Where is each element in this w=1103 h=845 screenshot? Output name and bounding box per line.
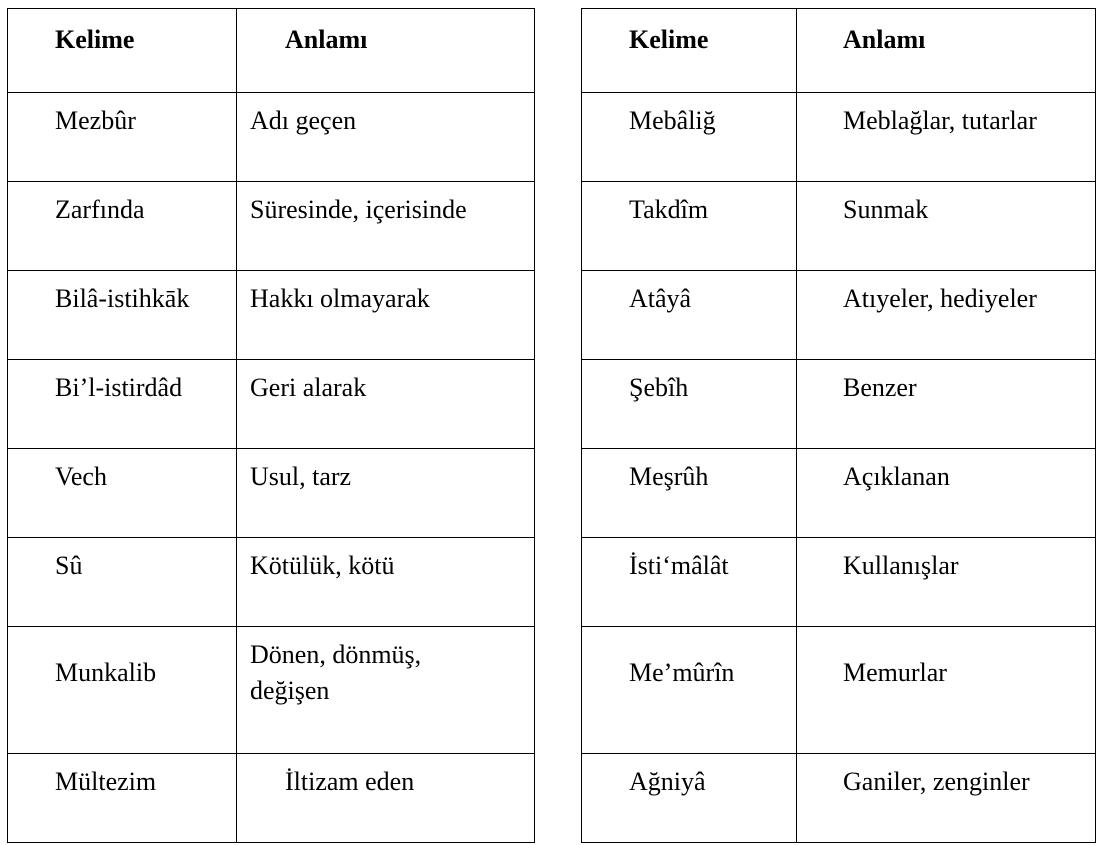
word-cell: Meşrûh — [582, 449, 797, 538]
column-header-word: Kelime — [582, 9, 797, 93]
word-cell: Takdîm — [582, 182, 797, 271]
meaning-line: Dönen, dönmüş, — [250, 640, 422, 669]
meaning-cell: Hakkı olmayarak — [237, 271, 535, 360]
word-cell: Me’mûrîn — [582, 627, 797, 754]
table-row — [582, 627, 1096, 754]
vocabulary-table-right — [581, 8, 1096, 843]
meaning-cell: Adı geçen — [237, 93, 535, 182]
table-header-row — [582, 9, 1096, 93]
word-cell: İsti‘mâlât — [582, 538, 797, 627]
meaning-cell: Atıyeler, hediyeler — [797, 271, 1096, 360]
meaning-cell: İltizam eden — [237, 754, 535, 843]
table-row — [582, 538, 1096, 627]
word-cell: Mültezim — [8, 754, 237, 843]
table-row — [582, 449, 1096, 538]
table-row — [8, 754, 535, 843]
word-cell: Vech — [8, 449, 237, 538]
meaning-cell: Süresinde, içerisinde — [237, 182, 535, 271]
word-cell: Mezbûr — [8, 93, 237, 182]
word-cell: Şebîh — [582, 360, 797, 449]
meaning-cell: Kötülük, kötü — [237, 538, 535, 627]
vocabulary-table-left — [7, 8, 535, 843]
word-cell: Munkalib — [8, 627, 237, 754]
table-row — [8, 627, 535, 754]
table-row — [582, 182, 1096, 271]
table-row — [582, 271, 1096, 360]
table-row — [8, 271, 535, 360]
word-cell: Zarfında — [8, 182, 237, 271]
table-header-row — [8, 9, 535, 93]
meaning-cell — [237, 627, 535, 754]
table-row — [8, 182, 535, 271]
column-header-meaning: Anlamı — [237, 9, 535, 93]
meaning-line: değişen — [250, 676, 330, 705]
meaning-cell: Benzer — [797, 360, 1096, 449]
word-cell: Mebâliğ — [582, 93, 797, 182]
word-cell: Bilâ-istihkāk — [8, 271, 237, 360]
meaning-cell: Ganiler, zenginler — [797, 754, 1096, 843]
table-row — [582, 360, 1096, 449]
table-row — [8, 93, 535, 182]
column-header-word: Kelime — [8, 9, 237, 93]
word-cell: Bi’l-istirdâd — [8, 360, 237, 449]
meaning-cell: Geri alarak — [237, 360, 535, 449]
word-cell: Ağniyâ — [582, 754, 797, 843]
meaning-cell: Açıklanan — [797, 449, 1096, 538]
word-cell: Atâyâ — [582, 271, 797, 360]
table-row — [582, 93, 1096, 182]
table-row — [8, 360, 535, 449]
column-header-meaning: Anlamı — [797, 9, 1096, 93]
meaning-cell: Kullanışlar — [797, 538, 1096, 627]
table-row — [8, 449, 535, 538]
meaning-cell: Memurlar — [797, 627, 1096, 754]
meaning-cell: Usul, tarz — [237, 449, 535, 538]
table-row — [8, 538, 535, 627]
word-cell: Sû — [8, 538, 237, 627]
table-row — [582, 754, 1096, 843]
meaning-cell: Meblağlar, tutarlar — [797, 93, 1096, 182]
meaning-cell: Sunmak — [797, 182, 1096, 271]
